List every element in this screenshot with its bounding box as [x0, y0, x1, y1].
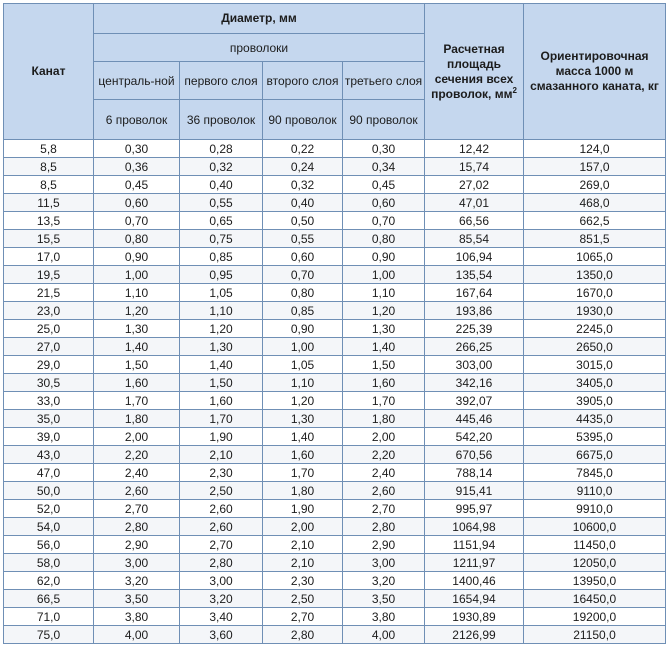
- cell-mass: 662,5: [524, 212, 666, 230]
- cell-first-layer: 1,05: [180, 284, 263, 302]
- cell-first-layer: 0,32: [180, 158, 263, 176]
- cell-third-layer: 2,00: [343, 428, 425, 446]
- cell-mass: 9910,0: [524, 500, 666, 518]
- table-row: [4, 212, 666, 230]
- cell-rope: 39,0: [4, 428, 94, 446]
- cell-third-layer: 1,30: [343, 320, 425, 338]
- cell-rope: 62,0: [4, 572, 94, 590]
- cell-mass: 1065,0: [524, 248, 666, 266]
- cell-central: 3,80: [94, 608, 180, 626]
- cell-third-layer: 0,60: [343, 194, 425, 212]
- cell-mass: 19200,0: [524, 608, 666, 626]
- cell-area: 47,01: [425, 194, 524, 212]
- header-rope: Канат: [4, 4, 94, 140]
- header-col-second: второго слоя: [263, 62, 343, 100]
- cell-mass: 9110,0: [524, 482, 666, 500]
- cell-third-layer: 1,50: [343, 356, 425, 374]
- cell-third-layer: 0,90: [343, 248, 425, 266]
- cell-rope: 11,5: [4, 194, 94, 212]
- header-mass: Ориентировочная масса 1000 м смазанного каната, кг: [524, 4, 666, 140]
- table-body: [4, 140, 666, 644]
- cell-second-layer: 1,40: [263, 428, 343, 446]
- cell-first-layer: 0,95: [180, 266, 263, 284]
- cell-central: 0,60: [94, 194, 180, 212]
- cell-first-layer: 3,00: [180, 572, 263, 590]
- header-area-text: Расчетная площадь сечения всех проволок, мм: [431, 41, 514, 101]
- cell-central: 2,80: [94, 518, 180, 536]
- cell-rope: 21,5: [4, 284, 94, 302]
- cell-rope: 66,5: [4, 590, 94, 608]
- cell-second-layer: 1,90: [263, 500, 343, 518]
- cell-second-layer: 0,70: [263, 266, 343, 284]
- table-row: [4, 302, 666, 320]
- cell-rope: 54,0: [4, 518, 94, 536]
- cell-second-layer: 0,24: [263, 158, 343, 176]
- cell-central: 0,30: [94, 140, 180, 158]
- cell-third-layer: 3,20: [343, 572, 425, 590]
- cell-area: 167,64: [425, 284, 524, 302]
- table-row: [4, 608, 666, 626]
- cell-second-layer: 1,20: [263, 392, 343, 410]
- cell-first-layer: 1,30: [180, 338, 263, 356]
- cell-central: 2,20: [94, 446, 180, 464]
- cell-second-layer: 2,50: [263, 590, 343, 608]
- cell-third-layer: 3,00: [343, 554, 425, 572]
- cell-area: 15,74: [425, 158, 524, 176]
- header-col-first: первого слоя: [180, 62, 263, 100]
- cell-third-layer: 1,60: [343, 374, 425, 392]
- cell-area: 66,56: [425, 212, 524, 230]
- cell-central: 0,45: [94, 176, 180, 194]
- cell-first-layer: 2,30: [180, 464, 263, 482]
- table-row: [4, 230, 666, 248]
- cell-first-layer: 1,70: [180, 410, 263, 428]
- header-count-first: 36 проволок: [180, 100, 263, 140]
- cell-central: 2,90: [94, 536, 180, 554]
- cell-third-layer: 3,50: [343, 590, 425, 608]
- table-row: [4, 194, 666, 212]
- cell-area: 670,56: [425, 446, 524, 464]
- cell-area: 915,41: [425, 482, 524, 500]
- cell-second-layer: 1,30: [263, 410, 343, 428]
- cell-central: 0,70: [94, 212, 180, 230]
- cell-third-layer: 3,80: [343, 608, 425, 626]
- cell-rope: 71,0: [4, 608, 94, 626]
- cell-central: 0,90: [94, 248, 180, 266]
- table-row: [4, 320, 666, 338]
- cell-third-layer: 0,45: [343, 176, 425, 194]
- cell-first-layer: 0,85: [180, 248, 263, 266]
- cell-rope: 19,5: [4, 266, 94, 284]
- cell-central: 1,30: [94, 320, 180, 338]
- cell-rope: 5,8: [4, 140, 94, 158]
- cell-first-layer: 1,20: [180, 320, 263, 338]
- cell-third-layer: 1,40: [343, 338, 425, 356]
- cell-mass: 3405,0: [524, 374, 666, 392]
- table-row: [4, 482, 666, 500]
- cell-central: 2,60: [94, 482, 180, 500]
- cell-area: 445,46: [425, 410, 524, 428]
- cell-mass: 16450,0: [524, 590, 666, 608]
- cell-second-layer: 2,80: [263, 626, 343, 644]
- cell-third-layer: 0,70: [343, 212, 425, 230]
- cell-area: 266,25: [425, 338, 524, 356]
- cell-area: 85,54: [425, 230, 524, 248]
- cell-area: 392,07: [425, 392, 524, 410]
- cell-rope: 43,0: [4, 446, 94, 464]
- cell-mass: 269,0: [524, 176, 666, 194]
- cell-second-layer: 1,05: [263, 356, 343, 374]
- table-row: [4, 536, 666, 554]
- cell-third-layer: 2,20: [343, 446, 425, 464]
- cell-central: 2,70: [94, 500, 180, 518]
- cell-mass: 157,0: [524, 158, 666, 176]
- table-row: [4, 626, 666, 644]
- cell-area: 1400,46: [425, 572, 524, 590]
- cell-central: 1,20: [94, 302, 180, 320]
- table-row: [4, 140, 666, 158]
- cell-rope: 25,0: [4, 320, 94, 338]
- table-row: [4, 500, 666, 518]
- table-row: [4, 428, 666, 446]
- cell-first-layer: 0,28: [180, 140, 263, 158]
- cell-rope: 50,0: [4, 482, 94, 500]
- header-col-third: третьего слоя: [343, 62, 425, 100]
- cell-second-layer: 0,60: [263, 248, 343, 266]
- cell-first-layer: 1,40: [180, 356, 263, 374]
- cell-second-layer: 0,32: [263, 176, 343, 194]
- header-count-third: 90 проволок: [343, 100, 425, 140]
- table-row: [4, 176, 666, 194]
- cell-first-layer: 3,60: [180, 626, 263, 644]
- cell-area: 542,20: [425, 428, 524, 446]
- cell-area: 12,42: [425, 140, 524, 158]
- cell-area: 193,86: [425, 302, 524, 320]
- cell-second-layer: 1,60: [263, 446, 343, 464]
- cell-central: 0,36: [94, 158, 180, 176]
- cell-area: 2126,99: [425, 626, 524, 644]
- cell-mass: 124,0: [524, 140, 666, 158]
- cell-third-layer: 1,70: [343, 392, 425, 410]
- cell-second-layer: 2,10: [263, 554, 343, 572]
- table-row: [4, 554, 666, 572]
- cell-first-layer: 2,80: [180, 554, 263, 572]
- cell-mass: 6675,0: [524, 446, 666, 464]
- cell-first-layer: 0,55: [180, 194, 263, 212]
- cell-third-layer: 2,40: [343, 464, 425, 482]
- cell-rope: 56,0: [4, 536, 94, 554]
- cell-first-layer: 1,50: [180, 374, 263, 392]
- cell-mass: 11450,0: [524, 536, 666, 554]
- cell-area: 1151,94: [425, 536, 524, 554]
- cell-first-layer: 1,10: [180, 302, 263, 320]
- table-row: [4, 284, 666, 302]
- cell-mass: 10600,0: [524, 518, 666, 536]
- cell-second-layer: 1,70: [263, 464, 343, 482]
- cell-first-layer: 2,10: [180, 446, 263, 464]
- cell-mass: 2650,0: [524, 338, 666, 356]
- cell-rope: 52,0: [4, 500, 94, 518]
- cell-rope: 15,5: [4, 230, 94, 248]
- cell-rope: 8,5: [4, 176, 94, 194]
- cell-area: 135,54: [425, 266, 524, 284]
- cell-central: 0,80: [94, 230, 180, 248]
- cell-area: 788,14: [425, 464, 524, 482]
- cell-mass: 2245,0: [524, 320, 666, 338]
- header-count-second: 90 проволок: [263, 100, 343, 140]
- cell-central: 1,70: [94, 392, 180, 410]
- cell-rope: 29,0: [4, 356, 94, 374]
- cell-third-layer: 2,80: [343, 518, 425, 536]
- cell-third-layer: 0,30: [343, 140, 425, 158]
- cell-mass: 1670,0: [524, 284, 666, 302]
- cell-second-layer: 0,55: [263, 230, 343, 248]
- header-count-central: 6 проволок: [94, 100, 180, 140]
- table-row: [4, 374, 666, 392]
- cell-second-layer: 0,40: [263, 194, 343, 212]
- cell-central: 3,50: [94, 590, 180, 608]
- header-area: [425, 4, 524, 140]
- cell-central: 1,50: [94, 356, 180, 374]
- cell-first-layer: 3,40: [180, 608, 263, 626]
- cell-third-layer: 2,60: [343, 482, 425, 500]
- cell-rope: 47,0: [4, 464, 94, 482]
- cell-central: 1,60: [94, 374, 180, 392]
- cell-rope: 30,5: [4, 374, 94, 392]
- cell-mass: 12050,0: [524, 554, 666, 572]
- cell-third-layer: 2,70: [343, 500, 425, 518]
- cell-second-layer: 0,90: [263, 320, 343, 338]
- cell-mass: 3905,0: [524, 392, 666, 410]
- cell-mass: 13950,0: [524, 572, 666, 590]
- table-row: [4, 356, 666, 374]
- cell-area: 1064,98: [425, 518, 524, 536]
- rope-spec-table: [3, 3, 666, 644]
- table-row: [4, 392, 666, 410]
- cell-second-layer: 0,50: [263, 212, 343, 230]
- header-col-central: централь-ной: [94, 62, 180, 100]
- cell-area: 27,02: [425, 176, 524, 194]
- cell-central: 3,20: [94, 572, 180, 590]
- cell-area: 1930,89: [425, 608, 524, 626]
- cell-third-layer: 1,00: [343, 266, 425, 284]
- cell-mass: 1930,0: [524, 302, 666, 320]
- cell-mass: 7845,0: [524, 464, 666, 482]
- table-row: [4, 572, 666, 590]
- cell-rope: 33,0: [4, 392, 94, 410]
- cell-first-layer: 3,20: [180, 590, 263, 608]
- cell-second-layer: 2,30: [263, 572, 343, 590]
- cell-rope: 58,0: [4, 554, 94, 572]
- cell-central: 1,10: [94, 284, 180, 302]
- table-row: [4, 464, 666, 482]
- cell-rope: 75,0: [4, 626, 94, 644]
- cell-third-layer: 2,90: [343, 536, 425, 554]
- cell-area: 106,94: [425, 248, 524, 266]
- header-area-sup: 2: [512, 85, 517, 95]
- header-diameter: Диаметр, мм: [94, 4, 425, 34]
- cell-first-layer: 0,65: [180, 212, 263, 230]
- cell-area: 342,16: [425, 374, 524, 392]
- cell-third-layer: 0,34: [343, 158, 425, 176]
- cell-second-layer: 1,80: [263, 482, 343, 500]
- cell-mass: 3015,0: [524, 356, 666, 374]
- cell-rope: 27,0: [4, 338, 94, 356]
- table-row: [4, 266, 666, 284]
- cell-third-layer: 4,00: [343, 626, 425, 644]
- cell-first-layer: 1,90: [180, 428, 263, 446]
- cell-first-layer: 2,70: [180, 536, 263, 554]
- cell-first-layer: 0,40: [180, 176, 263, 194]
- cell-second-layer: 2,10: [263, 536, 343, 554]
- cell-mass: 5395,0: [524, 428, 666, 446]
- table-row: [4, 158, 666, 176]
- cell-mass: 468,0: [524, 194, 666, 212]
- cell-mass: 851,5: [524, 230, 666, 248]
- cell-rope: 13,5: [4, 212, 94, 230]
- cell-area: 1654,94: [425, 590, 524, 608]
- table-row: [4, 248, 666, 266]
- table-row: [4, 590, 666, 608]
- cell-rope: 35,0: [4, 410, 94, 428]
- cell-area: 303,00: [425, 356, 524, 374]
- cell-first-layer: 0,75: [180, 230, 263, 248]
- cell-central: 2,40: [94, 464, 180, 482]
- cell-first-layer: 2,60: [180, 518, 263, 536]
- cell-second-layer: 1,10: [263, 374, 343, 392]
- cell-rope: 8,5: [4, 158, 94, 176]
- table-row: [4, 518, 666, 536]
- cell-third-layer: 0,80: [343, 230, 425, 248]
- cell-area: 1211,97: [425, 554, 524, 572]
- cell-central: 4,00: [94, 626, 180, 644]
- cell-mass: 4435,0: [524, 410, 666, 428]
- cell-third-layer: 1,20: [343, 302, 425, 320]
- cell-area: 225,39: [425, 320, 524, 338]
- cell-second-layer: 0,80: [263, 284, 343, 302]
- cell-mass: 21150,0: [524, 626, 666, 644]
- cell-rope: 17,0: [4, 248, 94, 266]
- table-row: [4, 446, 666, 464]
- cell-rope: 23,0: [4, 302, 94, 320]
- cell-third-layer: 1,80: [343, 410, 425, 428]
- cell-central: 1,00: [94, 266, 180, 284]
- cell-third-layer: 1,10: [343, 284, 425, 302]
- cell-mass: 1350,0: [524, 266, 666, 284]
- cell-first-layer: 1,60: [180, 392, 263, 410]
- table-row: [4, 410, 666, 428]
- cell-second-layer: 2,00: [263, 518, 343, 536]
- cell-second-layer: 0,85: [263, 302, 343, 320]
- cell-first-layer: 2,60: [180, 500, 263, 518]
- cell-area: 995,97: [425, 500, 524, 518]
- cell-second-layer: 0,22: [263, 140, 343, 158]
- cell-central: 3,00: [94, 554, 180, 572]
- cell-central: 1,40: [94, 338, 180, 356]
- cell-first-layer: 2,50: [180, 482, 263, 500]
- cell-second-layer: 1,00: [263, 338, 343, 356]
- cell-central: 1,80: [94, 410, 180, 428]
- cell-second-layer: 2,70: [263, 608, 343, 626]
- table-row: [4, 338, 666, 356]
- cell-central: 2,00: [94, 428, 180, 446]
- header-wires: проволоки: [94, 34, 425, 62]
